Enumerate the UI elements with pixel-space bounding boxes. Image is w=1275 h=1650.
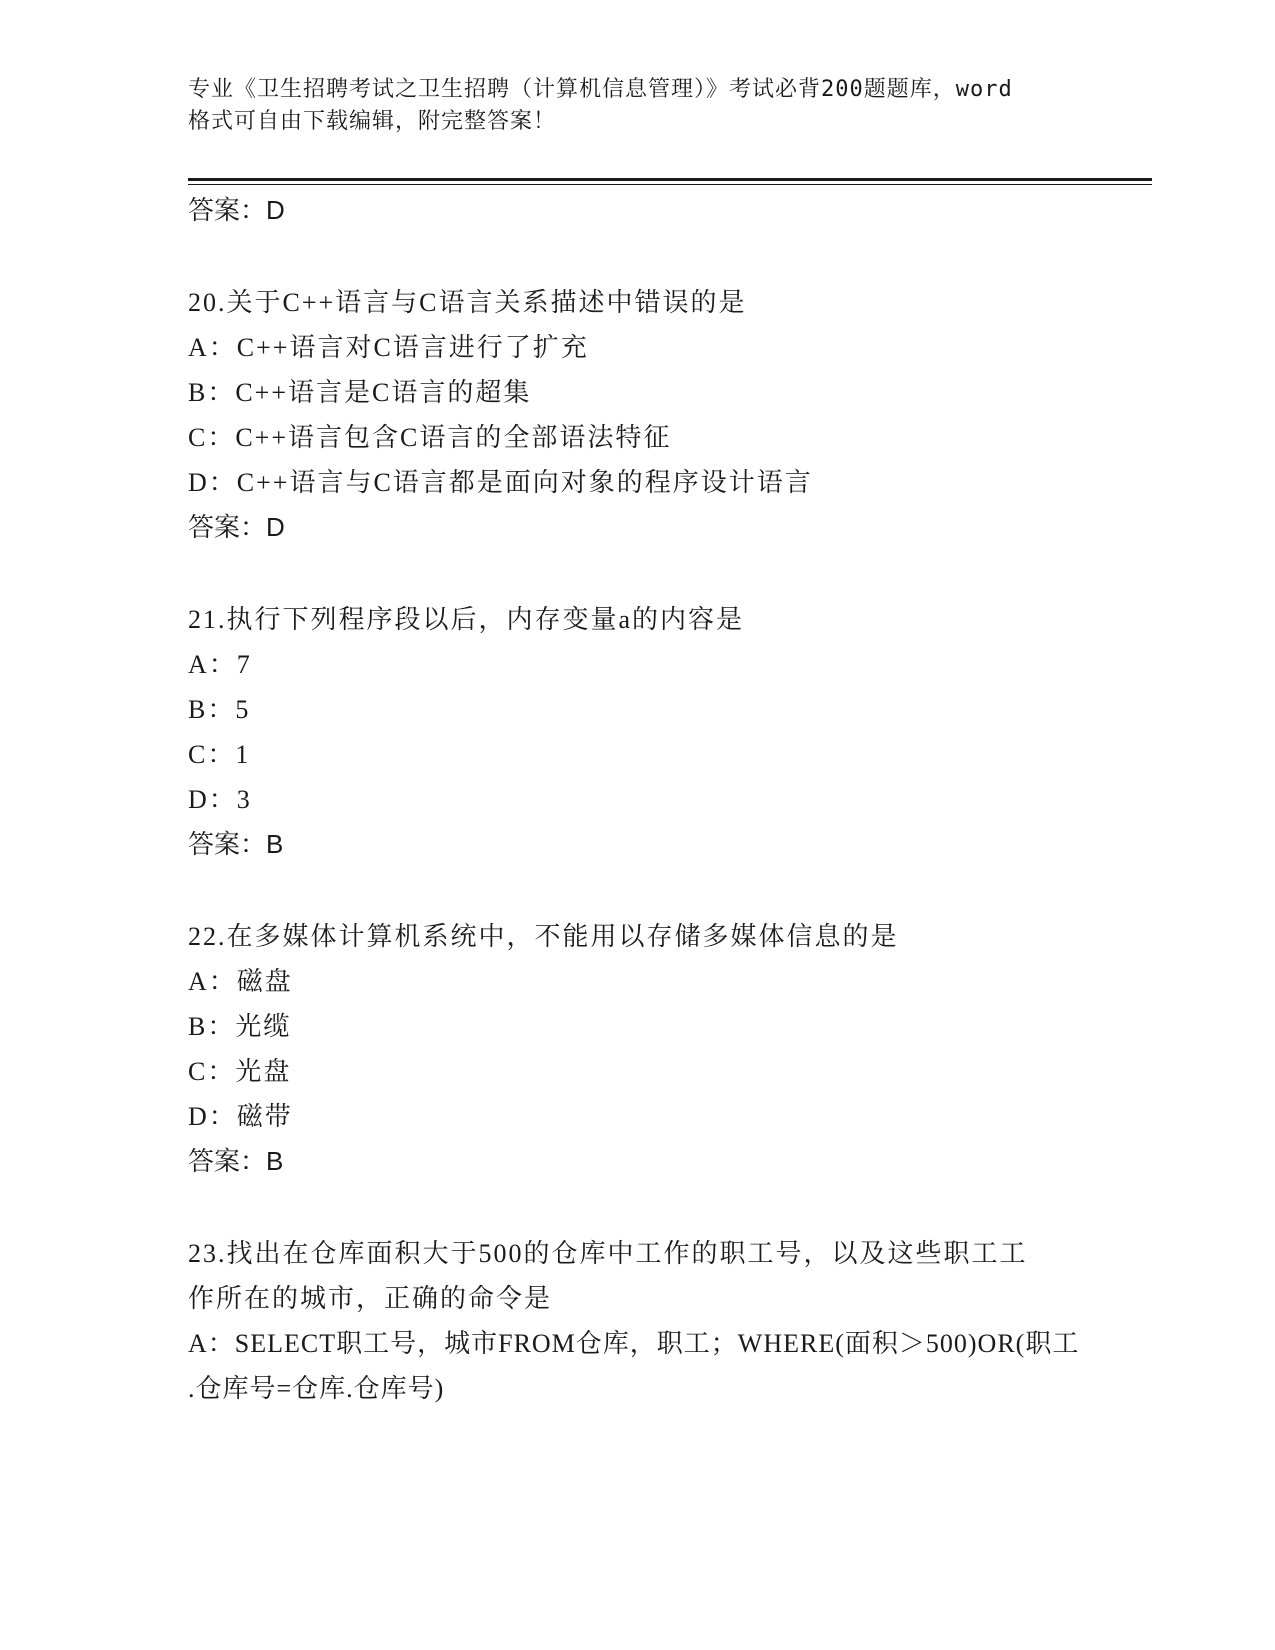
question-text-line-2: 作所在的城市，正确的命令是 — [188, 1284, 553, 1313]
option-b: B：光缆 — [188, 1012, 292, 1041]
option-d: D：3 — [188, 785, 252, 814]
answer-previous: 答案：D — [188, 195, 285, 225]
question-text: 20.关于C++语言与C语言关系描述中错误的是 — [188, 288, 747, 317]
option-a: A：7 — [188, 650, 252, 679]
question-block-21 — [188, 597, 1108, 867]
spacer — [188, 1184, 1108, 1231]
header-line-1: 专业《卫生招聘考试之卫生招聘（计算机信息管理）》考试必背200题题库，word — [188, 77, 1013, 102]
question-text: 22.在多媒体计算机系统中，不能用以存储多媒体信息的是 — [188, 922, 899, 951]
option-b: B：C++语言是C语言的超集 — [188, 378, 532, 407]
spacer — [188, 233, 1108, 280]
spacer — [188, 550, 1108, 597]
spacer — [188, 867, 1108, 914]
question-block-23 — [188, 1231, 1108, 1411]
header-divider-thick — [188, 178, 1152, 181]
answer-text: 答案：B — [188, 829, 284, 859]
question-block-22 — [188, 914, 1108, 1184]
header-divider-thin — [188, 184, 1152, 185]
question-text-line-1: 23.找出在仓库面积大于500的仓库中工作的职工号，以及这些职工工 — [188, 1239, 1028, 1268]
option-c: C：光盘 — [188, 1057, 292, 1086]
header-line-2: 格式可自由下载编辑，附完整答案！ — [188, 109, 557, 134]
option-b: B：5 — [188, 695, 251, 724]
option-a: A：磁盘 — [188, 967, 293, 996]
option-d: D：C++语言与C语言都是面向对象的程序设计语言 — [188, 468, 813, 497]
option-c: C：1 — [188, 740, 251, 769]
option-a: A：C++语言对C语言进行了扩充 — [188, 333, 589, 362]
option-c: C：C++语言包含C语言的全部语法特征 — [188, 423, 672, 452]
answer-text: 答案：D — [188, 512, 285, 542]
option-a-line-2: .仓库号=仓库.仓库号) — [188, 1374, 445, 1403]
question-list — [188, 188, 1108, 1411]
question-text: 21.执行下列程序段以后，内存变量a的内容是 — [188, 605, 745, 634]
document-header — [188, 74, 1088, 138]
answer-text: 答案：B — [188, 1146, 284, 1176]
option-d: D：磁带 — [188, 1102, 293, 1131]
question-block-20 — [188, 280, 1108, 550]
option-a-line-1: A：SELECT职工号，城市FROM仓库，职工；WHERE(面积＞500)OR(职工 — [188, 1329, 1080, 1358]
